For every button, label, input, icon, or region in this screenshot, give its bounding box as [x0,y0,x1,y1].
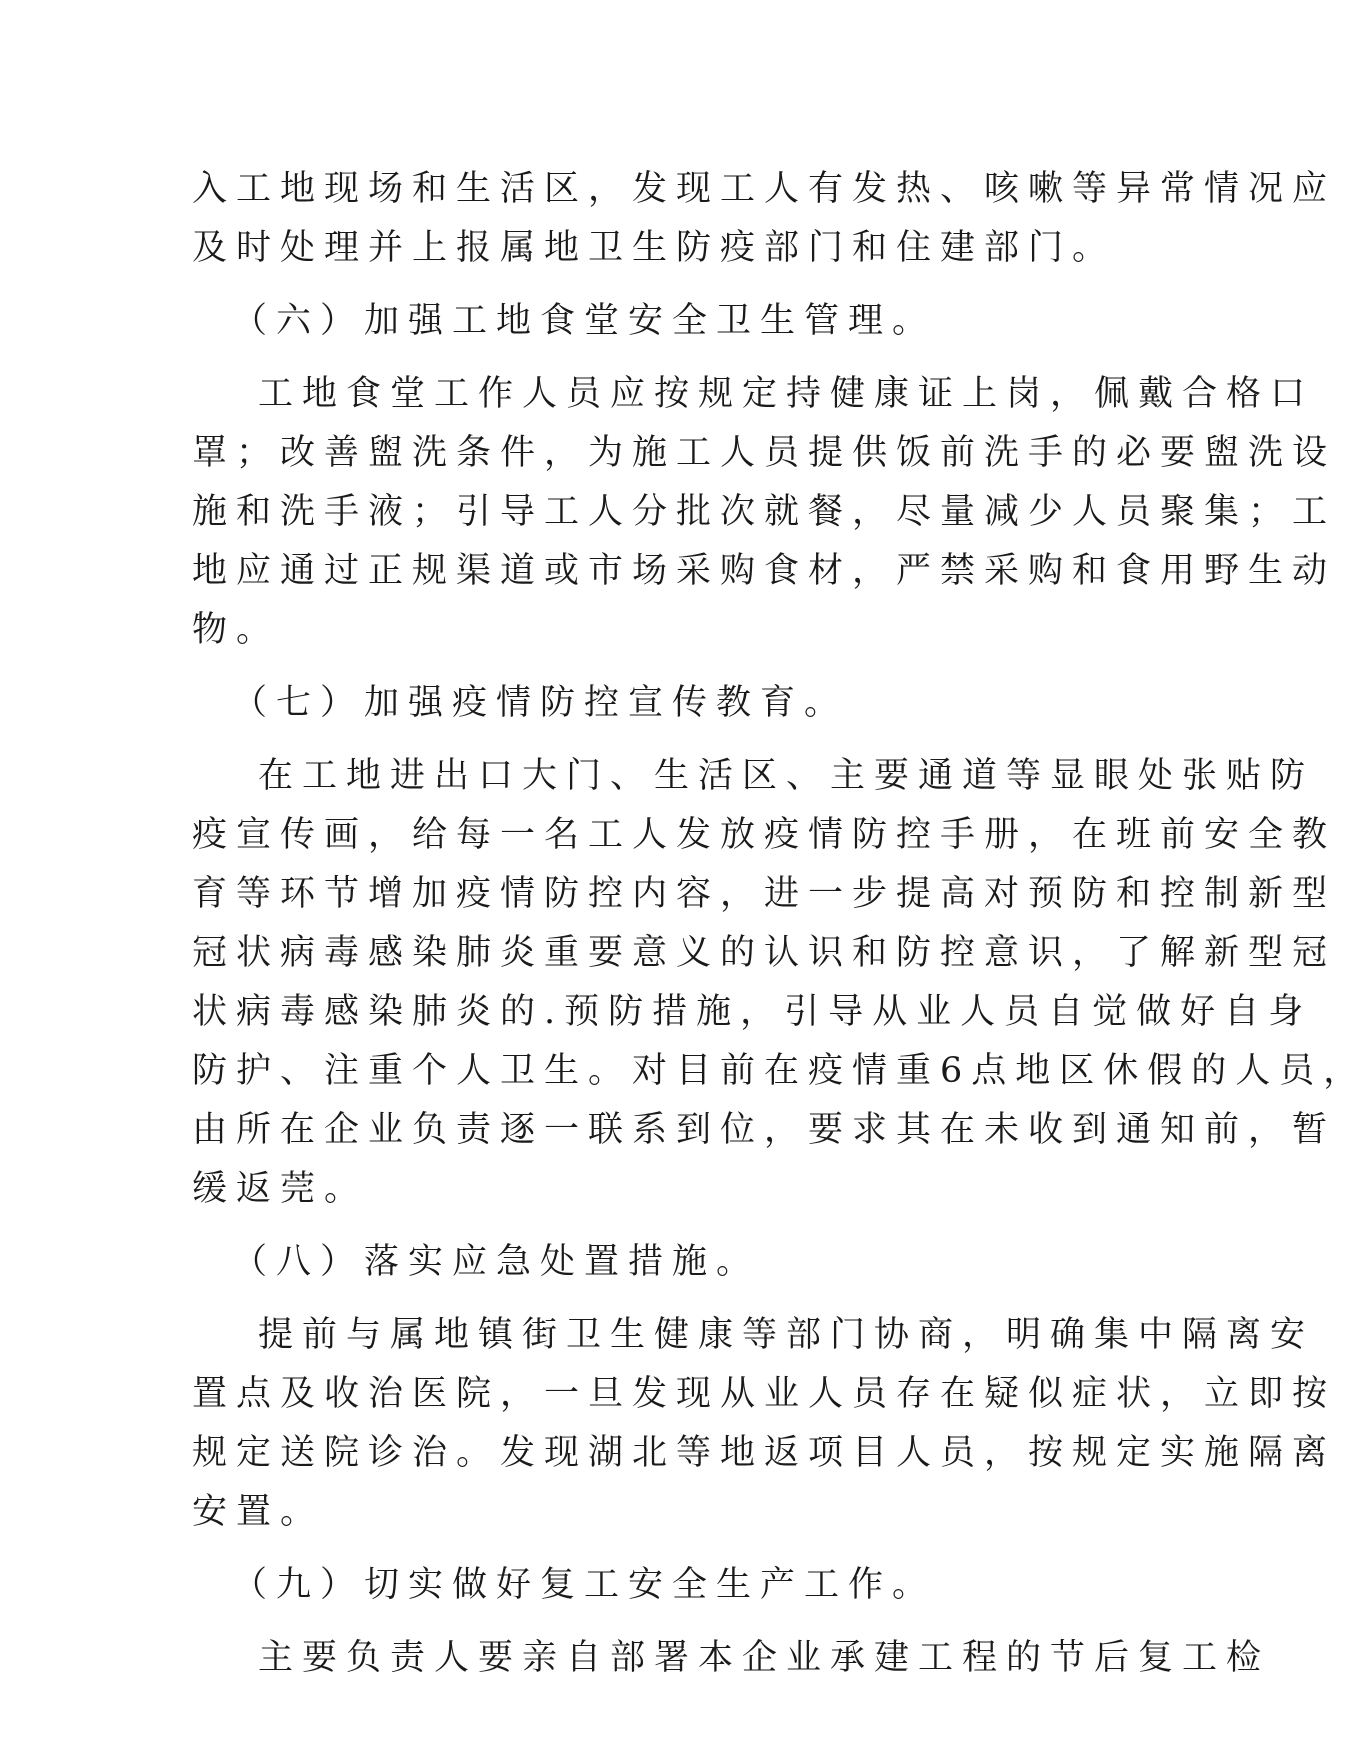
paragraph-line: 安置。 [192,1492,325,1532]
section-heading-8: （八）落实应急处置措施。 [232,1242,761,1282]
paragraph-line: 入工地现场和生活区，发现工人有发热、咳嗽等异常情况应 [192,169,1337,209]
paragraph-line: 规定送院诊治。发现湖北等地返项目人员，按规定实施隔离 [192,1433,1337,1473]
paragraph-line: 疫宣传画，给每一名工人发放疫情防控手册，在班前安全教 [192,815,1337,855]
paragraph-line: 罩；改善盥洗条件，为施工人员提供饭前洗手的必要盥洗设 [192,433,1337,473]
section-heading-9: （九）切实做好复工安全生产工作。 [232,1565,937,1605]
paragraph-line: 防护、注重个人卫生。对目前在疫情重6点地区休假的人员， [192,1051,1367,1091]
paragraph-line: 施和洗手液；引导工人分批次就餐，尽量减少人员聚集；工 [192,492,1337,532]
paragraph-line: 工地食堂工作人员应按规定持健康证上岗，佩戴合格口 [258,374,1315,414]
section-heading-6: （六）加强工地食堂安全卫生管理。 [232,301,937,341]
section-heading-7: （七）加强疫情防控宣传教育。 [232,683,849,723]
document-body [192,160,1367,1688]
paragraph-line: 状病毒感染肺炎的.预防措施，引导从业人员自觉做好自身 [192,992,1313,1032]
paragraph-line: 在工地进出口大门、生活区、主要通道等显眼处张贴防 [258,756,1315,796]
paragraph-line: 提前与属地镇街卫生健康等部门协商，明确集中隔离安 [258,1315,1315,1355]
paragraph-line: 地应通过正规渠道或市场采购食材，严禁采购和食用野生动 [192,551,1337,591]
paragraph-line: 置点及收治医院，一旦发现从业人员存在疑似症状，立即按 [192,1374,1337,1414]
paragraph-line: 由所在企业负责逐一联系到位，要求其在未收到通知前，暂 [192,1110,1337,1150]
paragraph-line: 缓返莞。 [192,1169,369,1209]
paragraph-line: 冠状病毒感染肺炎重要意义的认识和防控意识，了解新型冠 [192,933,1337,973]
paragraph-line: 物。 [192,610,281,650]
paragraph-line: 及时处理并上报属地卫生防疫部门和住建部门。 [192,228,1117,268]
paragraph-line: 主要负责人要亲自部署本企业承建工程的节后复工检 [258,1638,1271,1678]
paragraph-line: 育等环节增加疫情防控内容，进一步提高对预防和控制新型 [192,874,1337,914]
